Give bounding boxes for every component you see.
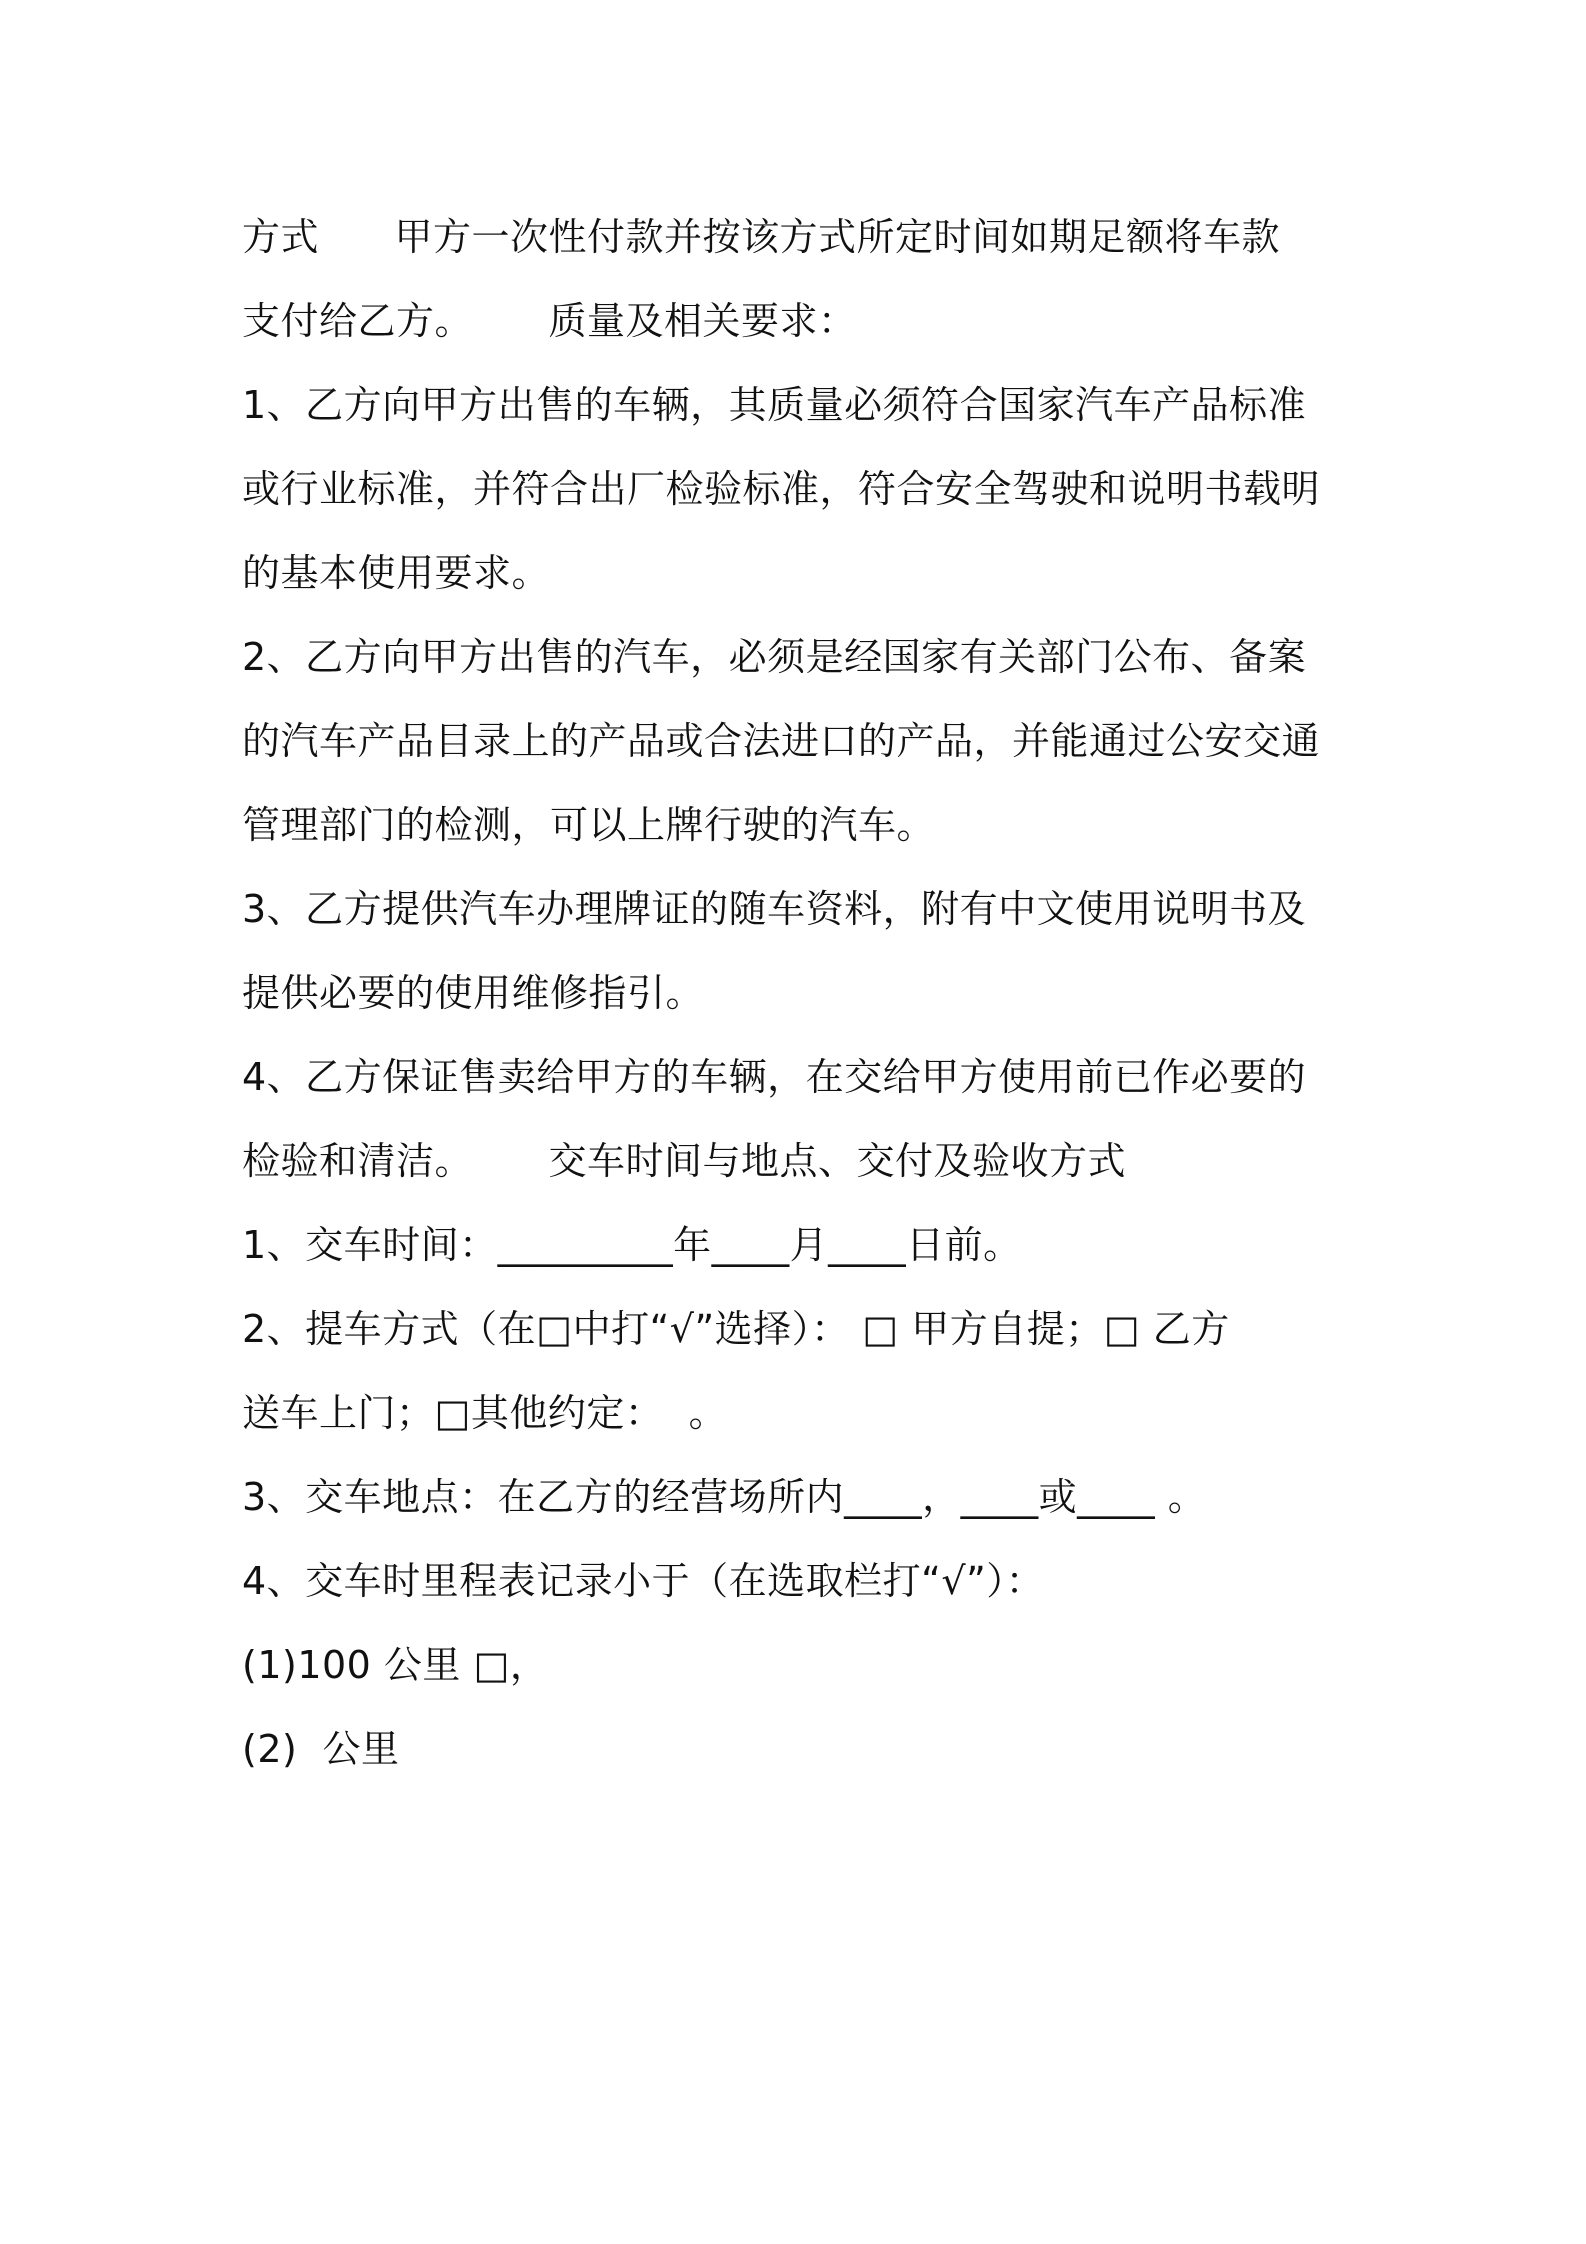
text-line: 1、交车时间：_________年____月____日前。: [242, 1223, 1022, 1267]
text-line: (2) 公里: [242, 1727, 400, 1771]
text-line: 3、乙方提供汽车办理牌证的随车资料，附有中文使用说明书及: [242, 887, 1307, 931]
text-line: 1、乙方向甲方出售的车辆，其质量必须符合国家汽车产品标准: [242, 383, 1307, 427]
text-line: 的汽车产品目录上的产品或合法进口的产品，并能通过公安交通: [242, 719, 1321, 763]
text-line: 方式 甲方一次性付款并按该方式所定时间如期足额将车款: [242, 215, 1280, 259]
text-line: 或行业标准，并符合出厂检验标准，符合安全驾驶和说明书载明: [242, 467, 1321, 511]
text-line: 4、交车时里程表记录小于（在选取栏打“√”）：: [242, 1559, 1045, 1603]
contract-text: [242, 195, 1357, 1791]
text-line: 2、乙方向甲方出售的汽车，必须是经国家有关部门公布、备案: [242, 635, 1307, 679]
text-line: 送车上门；□其他约定： 。: [242, 1391, 728, 1435]
text-line: 支付给乙方。 质量及相关要求：: [242, 299, 857, 343]
text-line: 管理部门的检测，可以上牌行驶的汽车。: [242, 803, 936, 847]
text-line: 的基本使用要求。: [242, 551, 551, 595]
text-line: 3、交车地点：在乙方的经营场所内____，____或____ 。: [242, 1475, 1207, 1519]
text-line: 检验和清洁。 交车时间与地点、交付及验收方式: [242, 1139, 1126, 1183]
text-line: 2、提车方式（在□中打“√”选择）： □ 甲方自提；□ 乙方: [242, 1307, 1230, 1351]
text-line: (1)100 公里 □，: [242, 1643, 549, 1687]
text-line: 提供必要的使用维修指引。: [242, 971, 705, 1015]
text-line: 4、乙方保证售卖给甲方的车辆，在交给甲方使用前已作必要的: [242, 1055, 1307, 1099]
